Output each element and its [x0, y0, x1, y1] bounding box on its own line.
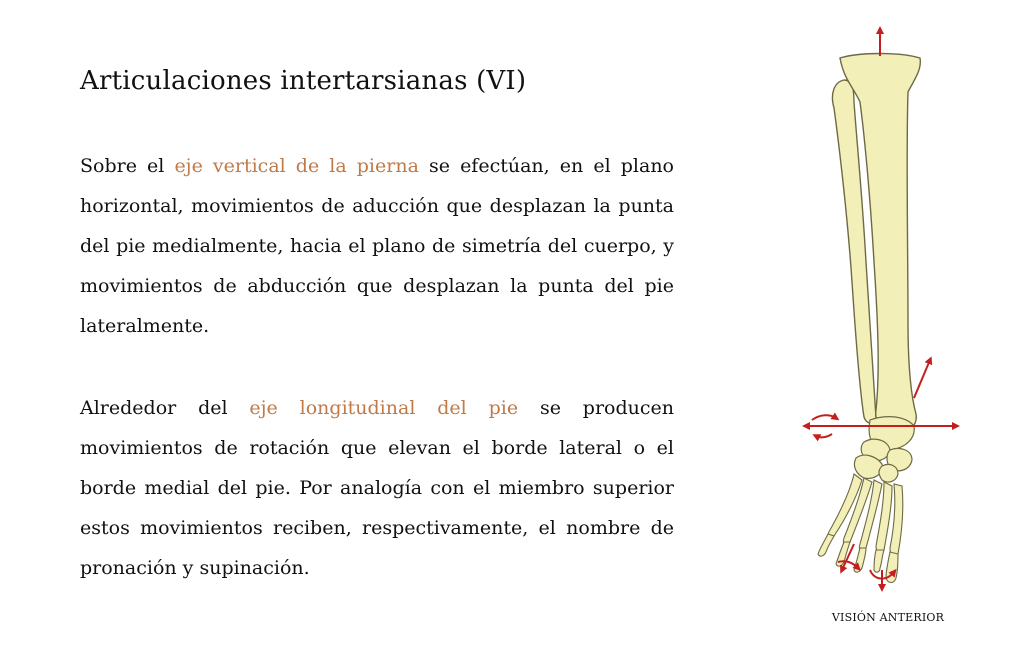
paragraph-text: Sobre el	[80, 155, 175, 177]
figure-caption: VISIÓN ANTERIOR	[831, 611, 945, 624]
highlight-vertical-axis: eje vertical de la pierna	[174, 155, 419, 177]
paragraph-text: se efectúan, en el plano horizontal, movimientos de aducción que desplazan la punta del pie medialmente, hacia el plano de simetría del cuerpo, y movimientos de abducción que desplazan la punta del pie lateralmente.	[80, 155, 674, 337]
page-title: Articulaciones intertarsianas (VI)	[80, 66, 527, 96]
paragraph-text: se producen movimientos de rotación que elevan el borde lateral o el borde medial del pie. Por analogía con el miembro superior estos movimientos reciben, respectivamente, el nombre de pronación y supinación.	[80, 397, 675, 579]
highlight-longitudinal-axis: eje longitudinal del pie	[249, 397, 519, 419]
cuneiform-lateral-bone	[879, 464, 898, 482]
toe-bones	[818, 474, 903, 583]
paragraph-vertical-axis	[80, 146, 674, 346]
paragraph-longitudinal-axis	[80, 388, 674, 588]
leg-foot-anatomy-illustration	[790, 22, 970, 592]
paragraph-text: Alrededor del	[80, 397, 250, 419]
